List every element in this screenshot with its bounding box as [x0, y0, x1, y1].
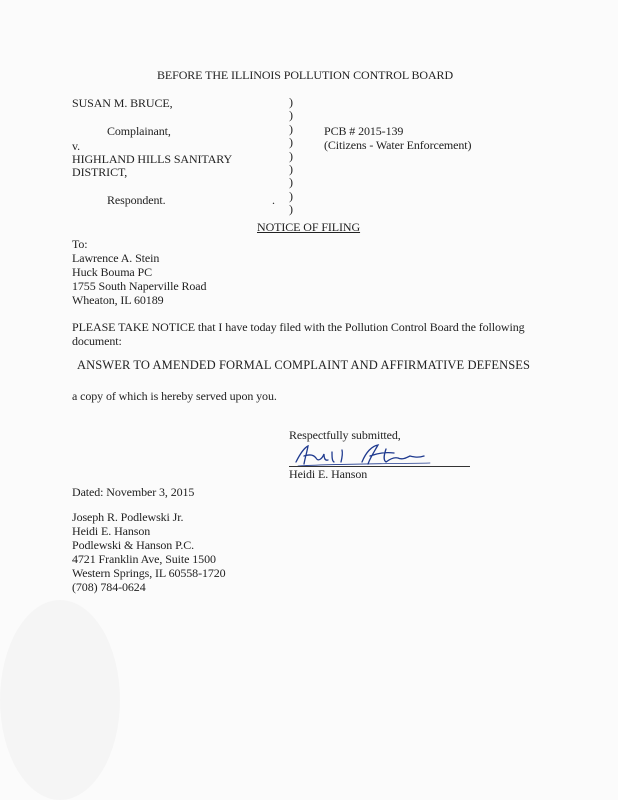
paren: )	[289, 148, 293, 163]
recipient-firm: Huck Bouma PC	[72, 265, 153, 279]
case-number: PCB # 2015-139	[324, 124, 404, 138]
attorney-firm: Podlewski & Hanson P.C.	[72, 538, 195, 552]
served-statement: a copy of which is hereby served upon you.	[72, 389, 277, 403]
paren: )	[289, 175, 293, 190]
complainant-name: SUSAN M. BRUCE,	[72, 96, 173, 110]
document-title: BEFORE THE ILLINOIS POLLUTION CONTROL BOARD	[157, 68, 454, 82]
respondent-name-line1: HIGHLAND HILLS SANITARY	[72, 152, 233, 166]
complainant-role: Complainant,	[107, 124, 171, 138]
recipient-street: 1755 South Naperville Road	[72, 279, 207, 293]
notice-text-line1: PLEASE TAKE NOTICE that I have today filed with the Pollution Control Board the following	[72, 320, 525, 334]
paren: )	[289, 188, 293, 203]
paren: )	[289, 162, 293, 177]
versus-label: v.	[72, 139, 81, 153]
attorney-street: 4721 Franklin Ave, Suite 1500	[72, 552, 216, 566]
caption-parens	[287, 96, 295, 217]
attorney-name-1: Joseph R. Podlewski Jr.	[72, 510, 184, 524]
scan-smudge	[0, 600, 120, 800]
recipient-city: Wheaton, IL 60189	[72, 293, 164, 307]
caption-dot: .	[272, 193, 275, 207]
paren: )	[289, 108, 293, 123]
paren: )	[289, 202, 293, 217]
paren: )	[289, 121, 293, 136]
closing-text: Respectfully submitted,	[289, 428, 401, 442]
signer-name: Heidi E. Hanson	[289, 467, 368, 481]
attorney-phone: (708) 784-0624	[72, 580, 146, 594]
paren: )	[289, 135, 293, 150]
paren: )	[289, 95, 293, 109]
date-line: Dated: November 3, 2015	[72, 485, 195, 499]
respondent-role: Respondent.	[107, 193, 166, 207]
attorney-city: Western Springs, IL 60558-1720	[72, 566, 226, 580]
recipient-name: Lawrence A. Stein	[72, 251, 160, 265]
notice-heading: NOTICE OF FILING	[257, 220, 361, 234]
filed-document-title: ANSWER TO AMENDED FORMAL COMPLAINT AND AFFIRMATIVE DEFENSES	[77, 358, 531, 372]
to-label: To:	[72, 237, 88, 251]
respondent-name-line2: DISTRICT,	[72, 165, 128, 179]
notice-text-line2: document:	[72, 334, 122, 348]
attorney-name-2: Heidi E. Hanson	[72, 524, 151, 538]
case-type: (Citizens - Water Enforcement)	[324, 138, 472, 152]
